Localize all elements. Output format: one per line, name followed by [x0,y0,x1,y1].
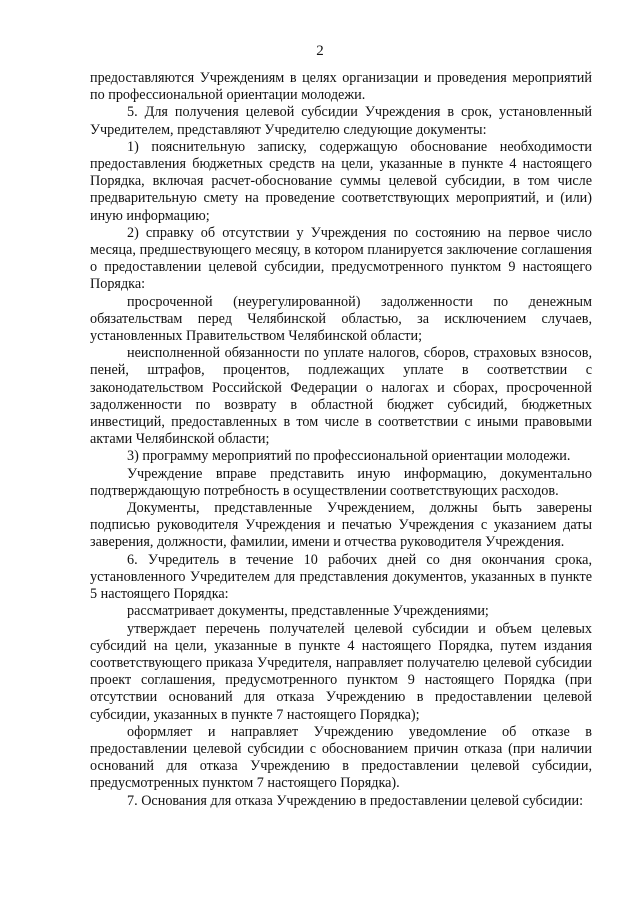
paragraph-subitem-2: 2) справку об отсутствии у Учреждения по состоянию на первое число месяца, предшествующего месяцу, в котором планируется заключение соглашения о предоставлении целевой субсидии, предусмотренного пунктом 9 настоящего Порядка: [90,224,592,293]
paragraph-certification: Документы, представленные Учреждением, должны быть заверены подписью руководителя Учреждения и печатью Учреждения с указанием даты заверения, должности, фамилии, имени и отчества руководителя Учреждения. [90,500,592,551]
paragraph-refusal-notice: оформляет и направляет Учреждению уведомление об отказе в предоставлении целевой субсидии с обоснованием причин отказа (при наличии оснований для отказа Учреждению в предоставлении целевой субсидии, предусмотренных пунктом 7 настоящего Порядка). [90,723,592,792]
paragraph-review: рассматривает документы, представленные Учреждениями; [127,603,489,620]
paragraph-additional-info: Учреждение вправе представить иную информацию, документально подтверждающую потребность в осуществлении соответствующих расходов. [90,465,592,499]
paragraph-subitem-3: 3) программу мероприятий по профессиональной ориентации молодежи. [127,448,571,465]
page-number: 2 [316,43,324,59]
paragraph-subitem-1: 1) пояснительную записку, содержащую обоснование необходимости предоставления бюджетных средств на цели, указанные в пункте 4 настоящего Порядка, включая расчет-обоснование суммы целевой субсидии, в том числе предварительную смету на проведение соответствующих мероприятий, и (или) иную информацию; [90,138,592,224]
paragraph-item-7: 7. Основания для отказа Учреждению в предоставлении целевой субсидии: [127,792,584,809]
paragraph-approve: утверждает перечень получателей целевой субсидии и объем целевых субсидий на цели, указанные в пункте 4 настоящего Порядка, путем издания соответствующего приказа Учредителя, направляет получателю целевой субсидии проект соглашения, предусмотренного пунктом 9 настоящего Порядка (при отсутствии оснований для отказа Учреждению в предоставлении целевой субсидии, указанных в пункте 7 настоящего Порядка); [90,620,592,723]
document-body [90,70,592,810]
paragraph-item-5: 5. Для получения целевой субсидии Учреждения в срок, установленный Учредителем, представляют Учредителю следующие документы: [90,104,592,138]
paragraph-overdue-debt: просроченной (неурегулированной) задолженности по денежным обязательствам перед Челябинской областью, за исключением случаев, установленных Правительством Челябинской области; [90,293,592,345]
paragraph-unpaid-taxes: неисполненной обязанности по уплате налогов, сборов, страховых взносов, пеней, штрафов, процентов, подлежащих уплате в соответствии с законодательством Российской Федерации о налогах и сборах, просроченной задолженности по возврату в областной бюджет субсидий, бюджетных инвестиций, предоставленных в том числе в соответствии с иными правовыми актами Челябинской области; [90,345,592,448]
paragraph-continuation: предоставляются Учреждениям в целях организации и проведения мероприятий по профессиональной ориентации молодежи. [90,70,592,104]
paragraph-item-6: 6. Учредитель в течение 10 рабочих дней со дня окончания срока, установленного Учредителем для представления документов, указанных в пункте 5 настоящего Порядка: [90,551,592,603]
